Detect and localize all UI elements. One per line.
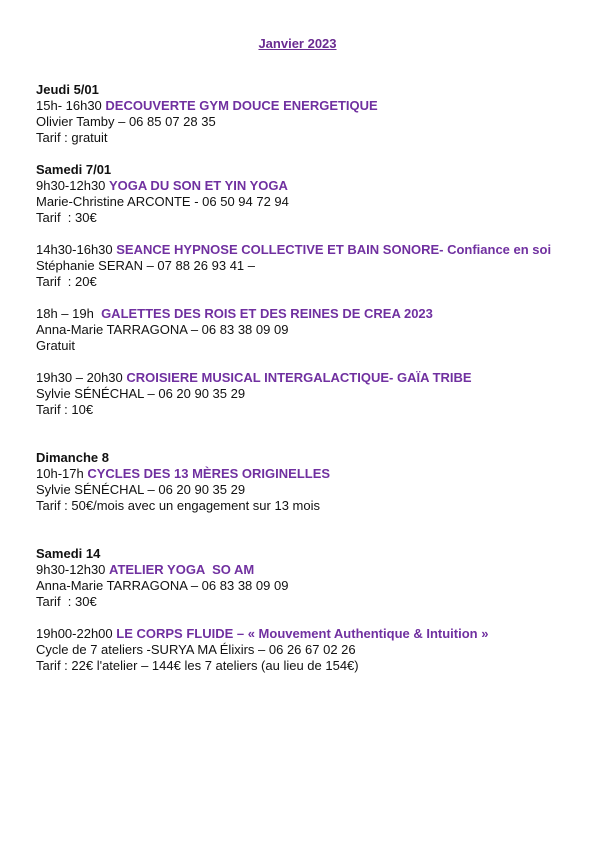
day-heading: Samedi 7/01 (36, 162, 112, 177)
event-name: YOGA DU SON ET YIN YOGA (109, 178, 288, 193)
event-name: GALETTES DES ROIS ET DES REINES DE CREA 2023 (101, 306, 433, 321)
event-name: CROISIERE MUSICAL INTERGALACTIQUE- GAÏA TRIBE (126, 370, 472, 385)
event-tarif: Tarif : gratuit (36, 130, 108, 145)
event-contact: Marie-Christine ARCONTE - 06 50 94 72 94 (36, 194, 289, 209)
event-line (36, 626, 566, 642)
day-heading: Jeudi 5/01 (36, 82, 99, 97)
event-time: 19h30 – 20h30 (36, 370, 127, 385)
event-tarif: Tarif : 10€ (36, 402, 94, 417)
event-line (36, 562, 566, 578)
event-tarif: Tarif : 22€ l'atelier – 144€ les 7 ateliers (au lieu de 154€) (36, 658, 359, 673)
event-time: 19h00-22h00 (36, 626, 117, 641)
event-name: ATELIER YOGA SO AM (109, 562, 255, 577)
event-line (36, 178, 566, 194)
event-line (36, 98, 566, 114)
event-tarif: Tarif : 20€ (36, 274, 97, 289)
event-time: 18h – 19h (36, 306, 102, 321)
event-time: 14h30-16h30 (36, 242, 117, 257)
event-tarif: Tarif : 30€ (36, 594, 97, 609)
event-line (36, 306, 566, 322)
event-contact: Anna-Marie TARRAGONA – 06 83 38 09 09 (36, 578, 289, 593)
agenda (36, 82, 566, 674)
event-contact: Olivier Tamby – 06 85 07 28 35 (36, 114, 216, 129)
event-contact: Sylvie SÉNÉCHAL – 06 20 90 35 29 (36, 386, 246, 401)
event-tarif: Gratuit (36, 338, 76, 353)
event-time: 9h30-12h30 (36, 178, 110, 193)
event-time: 10h-17h (36, 466, 88, 481)
event-contact: Sylvie SÉNÉCHAL – 06 20 90 35 29 (36, 482, 246, 497)
event-time: 9h30-12h30 (36, 562, 110, 577)
event-tarif: Tarif : 50€/mois avec un engagement sur 13 mois (36, 498, 320, 513)
event-line (36, 242, 566, 258)
day-heading: Samedi 14 (36, 546, 101, 561)
event-contact: Anna-Marie TARRAGONA – 06 83 38 09 09 (36, 322, 289, 337)
day-heading: Dimanche 8 (36, 450, 109, 465)
event-name: SEANCE HYPNOSE COLLECTIVE ET BAIN SONORE- Confiance en soi (116, 242, 552, 257)
event-contact: Stéphanie SERAN – 07 88 26 93 41 – (36, 258, 255, 273)
event-tarif: Tarif : 30€ (36, 210, 97, 225)
page-title: Janvier 2023 (258, 36, 337, 51)
event-name: LE CORPS FLUIDE – « Mouvement Authentique & Intuition » (116, 626, 489, 641)
event-line (36, 466, 566, 482)
event-time: 15h- 16h30 (36, 98, 106, 113)
event-line (36, 370, 566, 386)
event-name: DECOUVERTE GYM DOUCE ENERGETIQUE (105, 98, 378, 113)
event-name: CYCLES DES 13 MÈRES ORIGINELLES (87, 466, 331, 481)
event-contact: Cycle de 7 ateliers -SURYA MA Élixirs – 06 26 67 02 26 (36, 642, 356, 657)
